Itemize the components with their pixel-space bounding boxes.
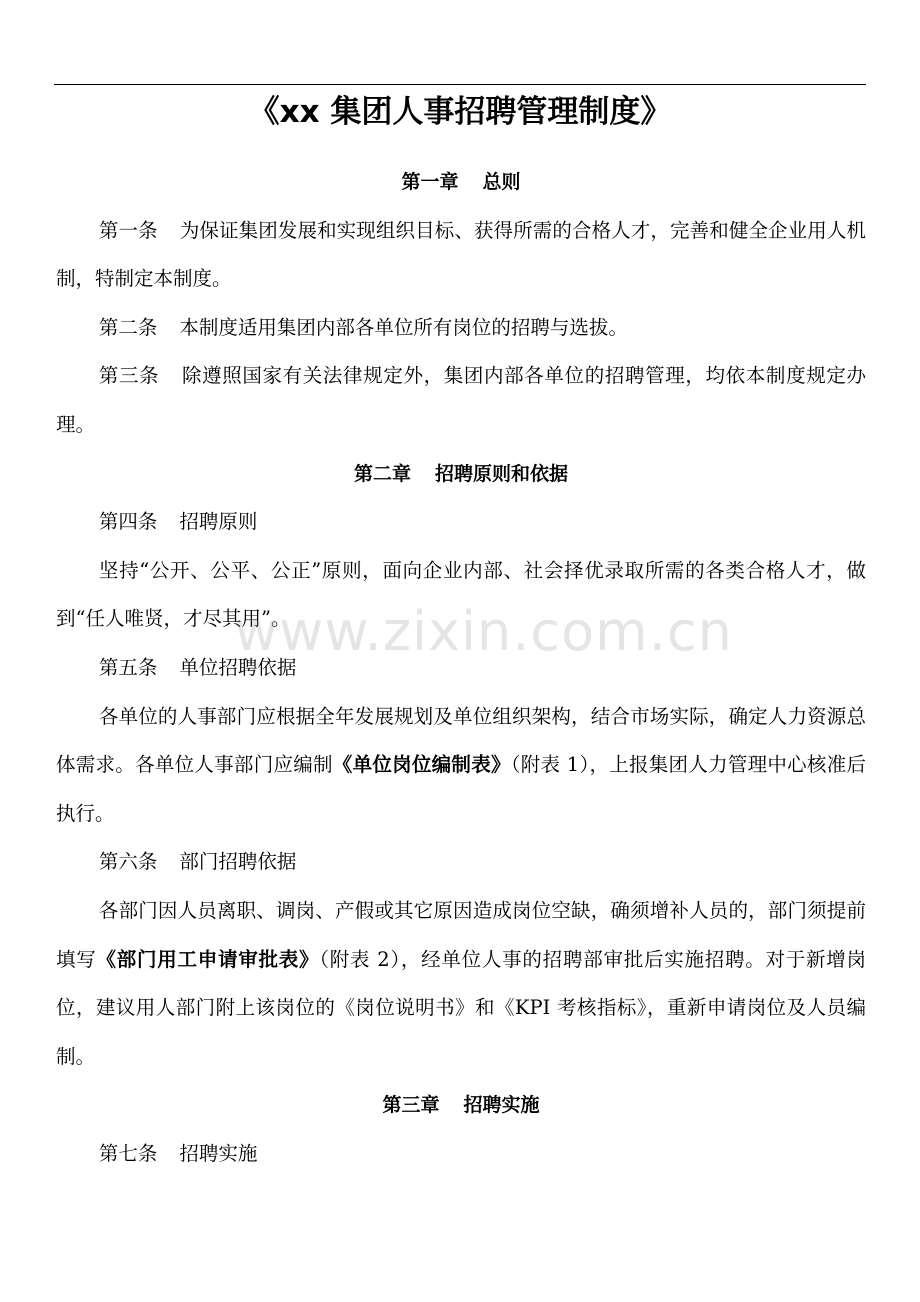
article-5 — [56, 644, 866, 693]
chapter-heading-3 — [56, 1081, 866, 1130]
article-label: 第三条 — [98, 364, 160, 388]
body-text: （附表 2），经单位人事的招聘部审批后实施招聘。对于新增岗位，建议用人部门附上该岗位的《岗位说明书》和《KPI 考核指标》，重新申请岗位及人员编制。 — [56, 947, 866, 1068]
chapter-name: 招聘实施 — [463, 1094, 540, 1117]
article-6-body — [56, 887, 866, 1081]
form-reference: 《单位岗位编制表》 — [332, 753, 511, 777]
chapter-heading-2 — [56, 450, 866, 499]
article-text: 为保证集团发展和实现组织目标、获得所需的合格人才，完善和健全企业用人机制，特制定本制度。 — [56, 218, 866, 291]
article-text: 本制度适用集团内部各单位所有岗位的招聘与选拔。 — [179, 315, 628, 339]
article-text: 招聘实施 — [179, 1141, 258, 1165]
body-text: 各单位的人事部门应根据全年发展规划及单位组织架构，结合市场实际，确定人力资源总体需求。各单位人事部门应编制 — [56, 704, 866, 777]
chapter-name: 招聘原则和依据 — [435, 462, 569, 485]
article-2 — [56, 304, 866, 353]
article-label: 第七条 — [98, 1141, 158, 1165]
document-body — [56, 158, 866, 1178]
article-label: 第二条 — [98, 315, 158, 339]
header-rule — [54, 84, 866, 85]
body-text: 各部门因人员离职、调岗、产假或其它原因造成岗位空缺，确须增补人员的，部门须提前填写 — [56, 898, 866, 971]
article-text: 单位招聘依据 — [179, 655, 297, 679]
article-5-body — [56, 693, 866, 839]
article-text: 招聘原则 — [179, 510, 258, 534]
article-6 — [56, 838, 866, 887]
article-label: 第一条 — [98, 218, 158, 242]
body-text: （附表 1），上报集团人力管理中心核准后执行。 — [56, 753, 866, 825]
chapter-number: 第一章 — [401, 171, 459, 193]
document-title: 《xx 集团人事招聘管理制度》 — [248, 94, 672, 130]
article-7 — [56, 1130, 866, 1179]
article-text: 部门招聘依据 — [179, 850, 297, 874]
article-4 — [56, 498, 866, 547]
chapter-name: 总则 — [482, 171, 521, 193]
chapter-heading-1 — [56, 158, 866, 207]
chapter-number: 第二章 — [353, 462, 411, 485]
form-reference: 《部门用工申请审批表》 — [96, 947, 320, 971]
chapter-number: 第三章 — [382, 1094, 440, 1117]
article-3 — [56, 352, 866, 449]
watermark-text: www.zixin.com.cn — [234, 600, 733, 663]
article-text: 除遵照国家有关法律规定外，集团内部各单位的招聘管理，均依本制度规定办理。 — [56, 364, 866, 436]
article-label: 第五条 — [98, 655, 158, 679]
article-1 — [56, 207, 866, 304]
article-label: 第六条 — [98, 850, 158, 874]
article-label: 第四条 — [98, 510, 158, 534]
article-4-body: 坚持“公开、公平、公正”原则，面向企业内部、社会择优录取所需的各类合格人才，做到“任人唯贤，才尽其用”。 — [56, 558, 866, 631]
